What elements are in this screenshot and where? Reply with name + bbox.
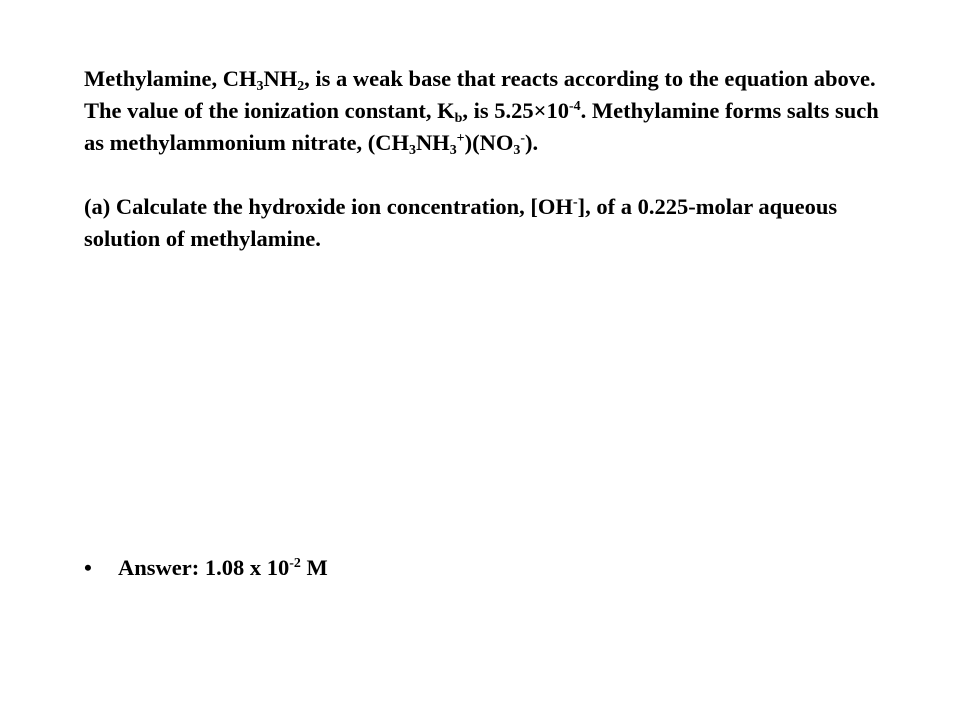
subscript: 3 [513,143,521,159]
superscript: - [572,195,578,211]
subscript: 3 [449,143,457,159]
intro-text-9: ). [524,130,539,155]
superscript: - [520,131,525,147]
problem-intro-paragraph [84,63,884,159]
intro-text-3: , is a weak base that reacts according to the equation above. The value of the ionization constant, K [84,66,876,123]
superscript: + [456,131,465,147]
question-text-2: ], of a 0.225-molar aqueous solution of methylamine. [84,194,838,251]
intro-text-4: , is 5.25 [462,98,534,123]
answer-text: Answer: 1.08 x 10 [118,555,290,580]
answer-exponent: -2 [289,556,301,572]
subscript: b [454,111,463,127]
paragraph-gap [84,159,884,191]
intro-text-5: 10 [546,98,569,123]
times-symbol: × [533,98,547,123]
answer-line [84,552,328,584]
subscript: 3 [408,143,416,159]
intro-text-6: . Methylamine forms salts such as methylammonium nitrate, (CH [84,98,879,155]
intro-text-7: NH [415,130,450,155]
subscript: 3 [256,79,264,95]
intro-text-2: NH [263,66,298,91]
intro-text-8: )(NO [464,130,514,155]
superscript: -4 [569,99,581,115]
bullet-icon: • [84,555,92,580]
subscript: 2 [297,79,305,95]
question-a-paragraph [84,191,884,255]
question-text-1: (a) Calculate the hydroxide ion concentration, [OH [84,194,573,219]
problem-text [84,63,884,255]
intro-text-1: Methylamine, CH [84,66,257,91]
answer-unit: M [300,555,328,580]
